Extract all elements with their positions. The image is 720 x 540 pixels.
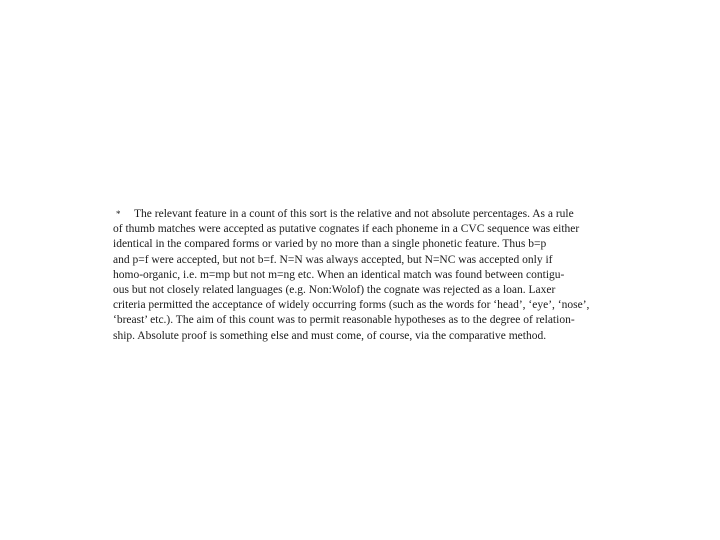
footnote-line-1-text: The relevant feature in a count of this sort is the relative and not absolute percentages. As a rule	[134, 208, 574, 220]
footnote-line-5: homo-organic, i.e. m=mp but not m=ng etc. When an identical match was found between contigu-	[113, 268, 565, 281]
footnote-paragraph	[113, 207, 610, 344]
footnote-line-6: ous but not closely related languages (e.g. Non:Wolof) the cognate was rejected as a loan. Laxer	[113, 283, 556, 296]
footnote-line-2: of thumb matches were accepted as putative cognates if each phoneme in a CVC sequence was either	[113, 223, 580, 236]
footnote-line-7: criteria permitted the acceptance of widely occurring forms (such as the words for ‘head’, ‘eye’, ‘nose’,	[113, 299, 590, 312]
footnote-line-8: ‘breast’ etc.). The aim of this count was to permit reasonable hypotheses as to the degree of relation-	[113, 314, 575, 327]
footnote-line-1	[113, 207, 610, 222]
footnote-line-9: ship. Absolute proof is something else and must come, of course, via the comparative method.	[113, 329, 547, 342]
footnote-line-3: identical in the compared forms or varied by no more than a single phonetic feature. Thus b=p	[113, 238, 547, 251]
footnote-line-4: and p=f were accepted, but not b=f. N=N was always accepted, but N=NC was accepted only if	[113, 253, 553, 266]
footnote-marker: *	[116, 209, 121, 219]
